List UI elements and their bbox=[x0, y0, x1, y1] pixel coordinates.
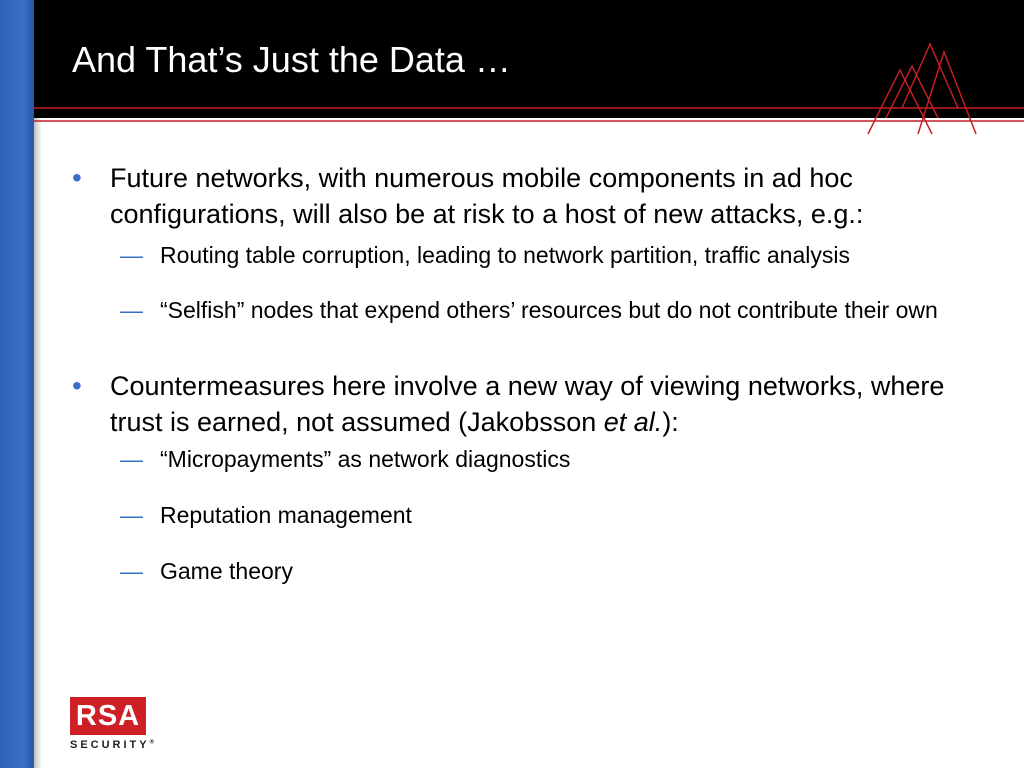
bullet-text-italic: et al. bbox=[603, 407, 663, 437]
bullet-text bbox=[110, 371, 944, 437]
bullet-dot-icon: • bbox=[72, 162, 82, 193]
sub-item bbox=[72, 236, 1002, 275]
trademark-symbol: ® bbox=[149, 739, 155, 746]
sub-item-text: “Micropayments” as network diagnostics bbox=[160, 446, 571, 472]
slide-title: And That’s Just the Data … bbox=[72, 39, 511, 80]
left-band-shadow bbox=[34, 118, 42, 768]
bullet-item bbox=[72, 368, 1002, 440]
sub-item bbox=[72, 291, 1002, 330]
sub-item bbox=[72, 496, 1002, 535]
rsa-logo-subtitle bbox=[70, 739, 154, 751]
bullet-text-main: Countermeasures here involve a new way of viewing networks, where trust is earned, not assumed (Jakobsson bbox=[110, 371, 945, 437]
bullet-text-end: ): bbox=[662, 407, 679, 437]
dash-icon: — bbox=[120, 242, 143, 268]
slide-content bbox=[72, 160, 1002, 591]
sub-item-text: “Selfish” nodes that expend others’ resources but do not contribute their own bbox=[160, 297, 938, 323]
dash-icon: — bbox=[120, 297, 143, 323]
triangle-peak-2 bbox=[886, 66, 938, 118]
bullet-item bbox=[72, 160, 1002, 232]
bullet-dot-icon: • bbox=[72, 370, 82, 401]
sub-item-text: Reputation management bbox=[160, 502, 412, 528]
triangle-peak-1 bbox=[868, 70, 932, 134]
bullet-text: Future networks, with numerous mobile components in ad hoc configurations, will also be at risk to a host of new attacks, e.g.: bbox=[110, 163, 864, 229]
sub-item-text: Game theory bbox=[160, 558, 293, 584]
rsa-logo bbox=[70, 697, 154, 751]
dash-icon: — bbox=[120, 558, 143, 584]
sub-item bbox=[72, 440, 1002, 479]
sub-item bbox=[72, 552, 1002, 591]
logo-subtitle-text: SECURITY bbox=[70, 739, 150, 751]
dash-icon: — bbox=[120, 446, 143, 472]
rsa-logo-mark: RSA bbox=[70, 697, 146, 735]
dash-icon: — bbox=[120, 502, 143, 528]
sub-item-text: Routing table corruption, leading to network partition, traffic analysis bbox=[160, 242, 850, 268]
